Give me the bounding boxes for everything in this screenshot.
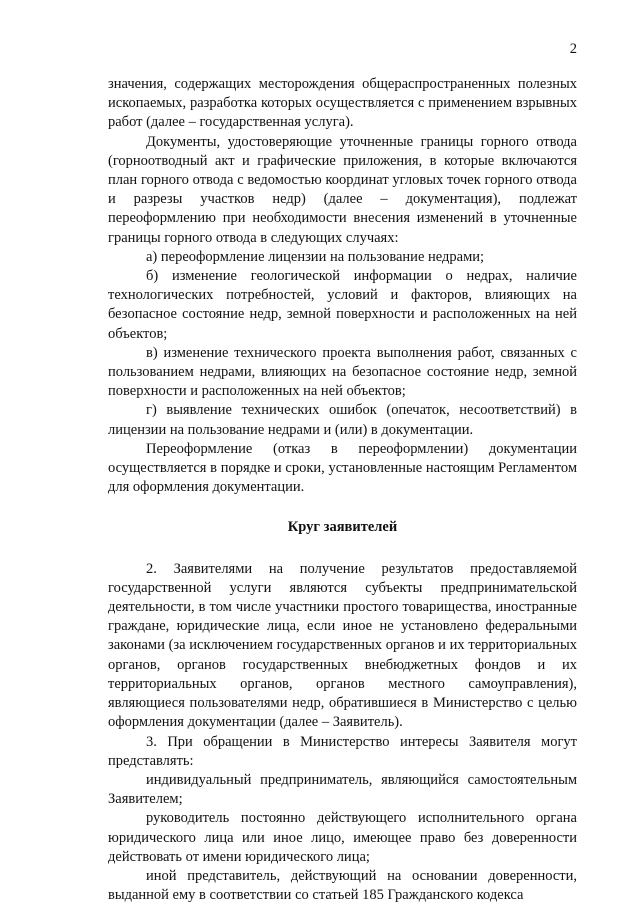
paragraph: индивидуальный предприниматель, являющийся самостоятельным Заявителем; [108, 771, 577, 808]
list-item-v: в) изменение технического проекта выполнения работ, связанных с пользованием недрами, влияющих на безопасное состояние недр, земной поверхности и расположенных на ней объектов; [108, 344, 577, 400]
section-heading: Круг заявителей [287, 519, 398, 536]
paragraph: Переоформление (отказ в переоформлении) документации осуществляется в порядке и сроки, установленные настоящим Регламентом для оформления документации. [108, 440, 577, 496]
paragraph: руководитель постоянно действующего исполнительного органа юридического лица или иное лицо, имеющее право без доверенности действовать от имени юридического лица; [108, 810, 577, 865]
list-item-b: б) изменение геологической информации о недрах, наличие технологических потребностей, условий и факторов, влияющих на безопасное состояние недр, земной поверхности и расположенных на ней объектов; [108, 268, 577, 342]
document-body [108, 75, 577, 905]
list-item-a: а) переоформление лицензии на пользование недрами; [146, 248, 485, 265]
paragraph: иной представитель, действующий на основании доверенности, выданной ему в соответствии со статьей 185 Гражданского кодекса [108, 867, 577, 904]
paragraph-continuation: значения, содержащих месторождения общераспространенных полезных ископаемых, разработка которых осуществляется с применением взрывных работ (далее – государственная услуга). [108, 76, 577, 131]
paragraph: Документы, удостоверяющие уточненные границы горного отвода (горноотводный акт и графические приложения, в которые включаются план горного отвода с ведомостью координат угловых точек горного отвода и разрезы участков недр) (далее – документация), подлежат переоформлению при необходимости внесения изменений в уточненные границы горного отвода в следующих случаях: [108, 133, 577, 246]
paragraph-clause-2: 2. Заявителями на получение результатов предоставляемой государственной услуги являются субъекты предпринимательской деятельности, в том числе участники простого товарищества, иностранные граждане, юридические лица, если иное не установлено федеральными законами (за исключением государственных органов и их территориальных органов, органов государственных внебюджетных фондов и их территориальных органов, органов местного самоуправления), являющиеся пользователями недр, обратившиеся в Министерство с целью оформления документации (далее – Заявитель). [108, 560, 577, 731]
page-number: 2 [569, 41, 577, 57]
paragraph-clause-3: 3. При обращении в Министерство интересы Заявителя могут представлять: [108, 733, 577, 769]
list-item-g: г) выявление технических ошибок (опечаток, несоответствий) в лицензии на пользование недрами и (или) в документации. [108, 402, 577, 438]
